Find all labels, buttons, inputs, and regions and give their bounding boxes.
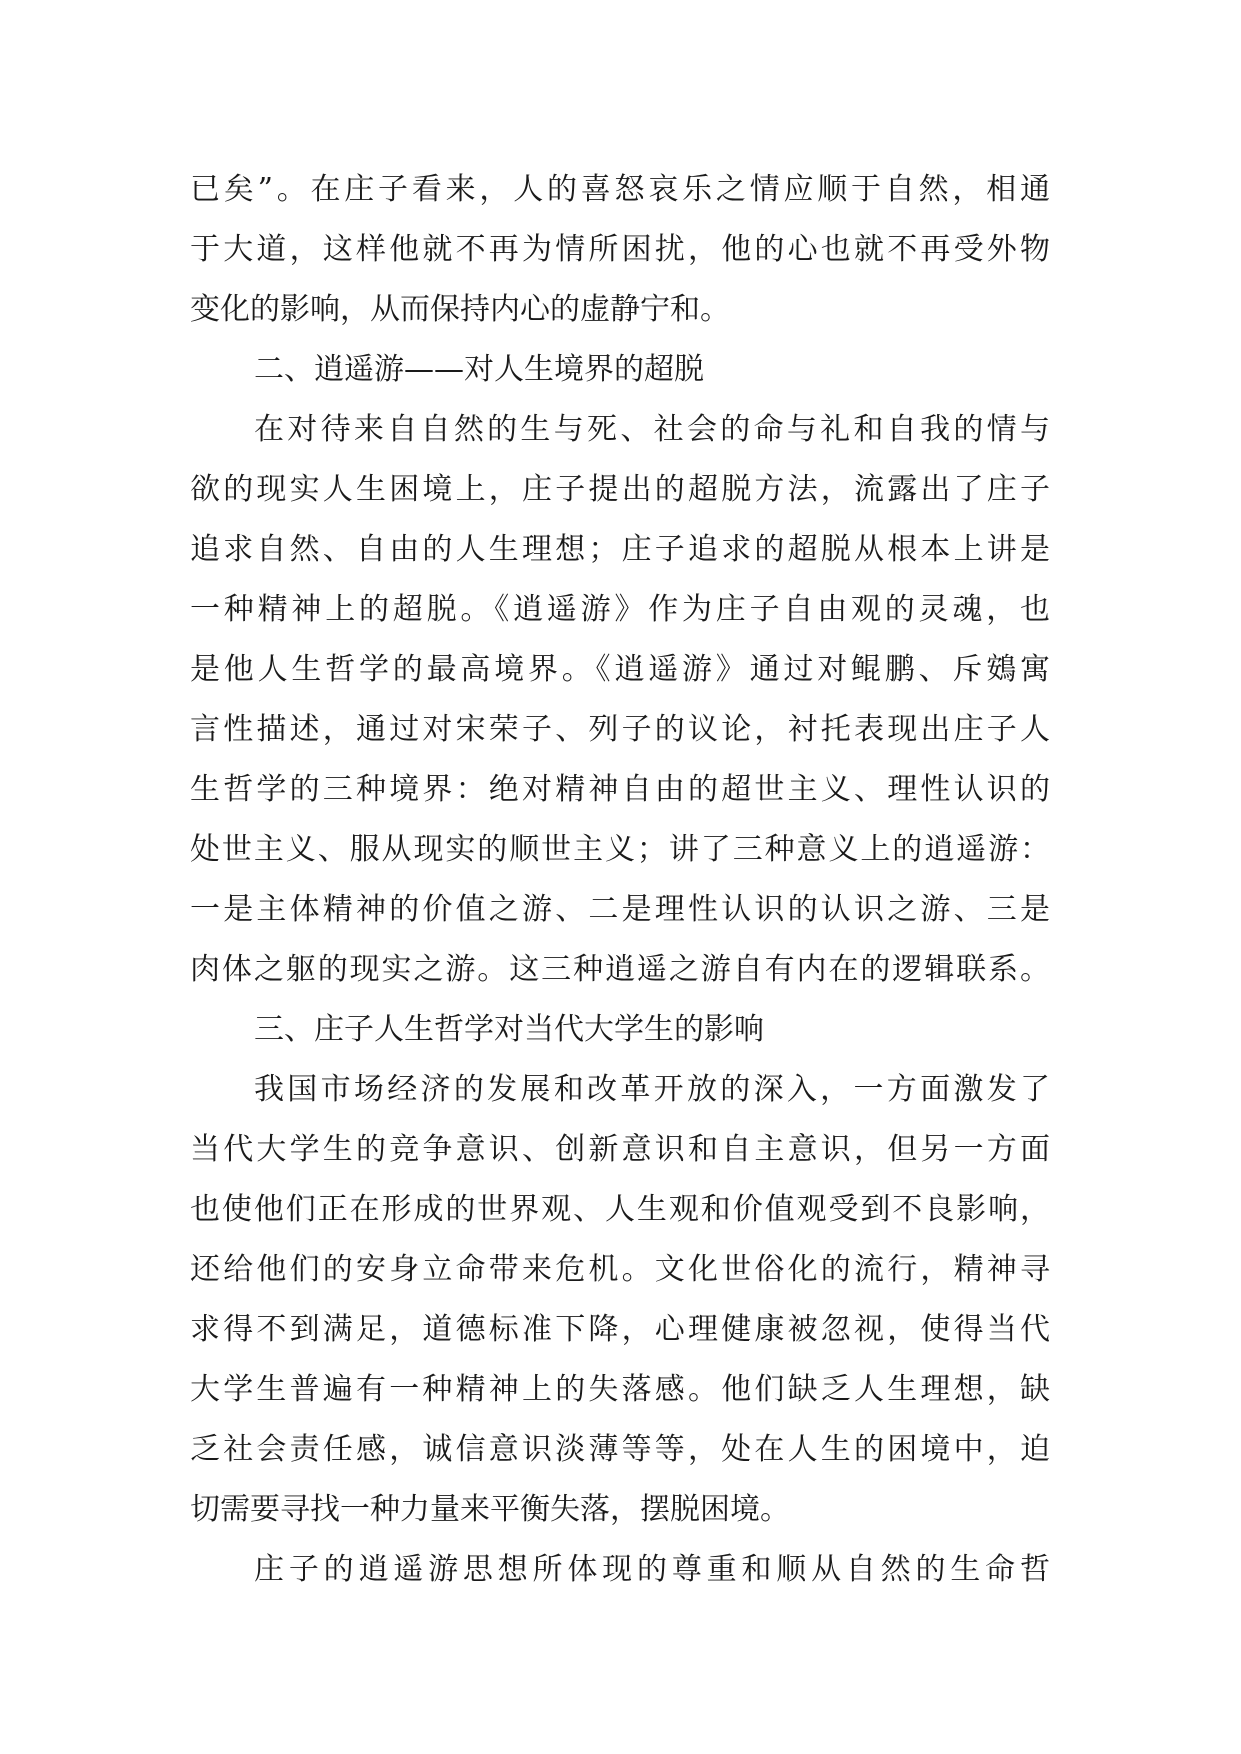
paragraph-line: 求得不到满足，道德标准下降，心理健康被忽视，使得当代 bbox=[190, 1312, 1050, 1347]
paragraph-line: 是他人生哲学的最高境界。《逍遥游》通过对鲲鹏、斥鴳寓 bbox=[190, 652, 1050, 687]
paragraph-line: 肉体之躯的现实之游。这三种逍遥之游自有内在的逻辑联系。 bbox=[190, 952, 1050, 987]
paragraph-line: 生哲学的三种境界：绝对精神自由的超世主义、理性认识的 bbox=[190, 772, 1050, 807]
paragraph-line: 一种精神上的超脱。《逍遥游》作为庄子自由观的灵魂，也 bbox=[190, 592, 1050, 627]
document-body bbox=[190, 160, 1050, 1600]
paragraph-line: 欲的现实人生困境上，庄子提出的超脱方法，流露出了庄子 bbox=[190, 472, 1050, 507]
paragraph-line: 还给他们的安身立命带来危机。文化世俗化的流行，精神寻 bbox=[190, 1252, 1050, 1287]
paragraph-line: 一是主体精神的价值之游、二是理性认识的认识之游、三是 bbox=[190, 892, 1050, 927]
paragraph-line: 也使他们正在形成的世界观、人生观和价值观受到不良影响， bbox=[190, 1192, 1050, 1227]
section-heading: 三、庄子人生哲学对当代大学生的影响 bbox=[254, 1012, 764, 1047]
paragraph-line: 在对待来自自然的生与死、社会的命与礼和自我的情与 bbox=[254, 412, 1050, 447]
paragraph-line: 大学生普遍有一种精神上的失落感。他们缺乏人生理想，缺 bbox=[190, 1372, 1050, 1407]
paragraph-line: 切需要寻找一种力量来平衡失落，摆脱困境。 bbox=[190, 1492, 790, 1527]
paragraph-line: 庄子的逍遥游思想所体现的尊重和顺从自然的生命哲 bbox=[254, 1552, 1050, 1587]
paragraph-line: 处世主义、服从现实的顺世主义；讲了三种意义上的逍遥游： bbox=[190, 832, 1050, 867]
paragraph-line: 乏社会责任感，诚信意识淡薄等等，处在人生的困境中，迫 bbox=[190, 1432, 1050, 1467]
paragraph-line: 言性描述，通过对宋荣子、列子的议论，衬托表现出庄子人 bbox=[190, 712, 1050, 747]
paragraph-line: 变化的影响，从而保持内心的虚静宁和。 bbox=[190, 292, 730, 327]
paragraph-line: 于大道，这样他就不再为情所困扰，他的心也就不再受外物 bbox=[190, 232, 1050, 267]
section-heading: 二、逍遥游——对人生境界的超脱 bbox=[254, 352, 704, 387]
paragraph-line: 我国市场经济的发展和改革开放的深入，一方面激发了 bbox=[254, 1072, 1050, 1107]
paragraph-line: 已矣”。在庄子看来，人的喜怒哀乐之情应顺于自然，相通 bbox=[190, 172, 1050, 207]
paragraph-line: 当代大学生的竞争意识、创新意识和自主意识，但另一方面 bbox=[190, 1132, 1050, 1167]
paragraph-line: 追求自然、自由的人生理想；庄子追求的超脱从根本上讲是 bbox=[190, 532, 1050, 567]
